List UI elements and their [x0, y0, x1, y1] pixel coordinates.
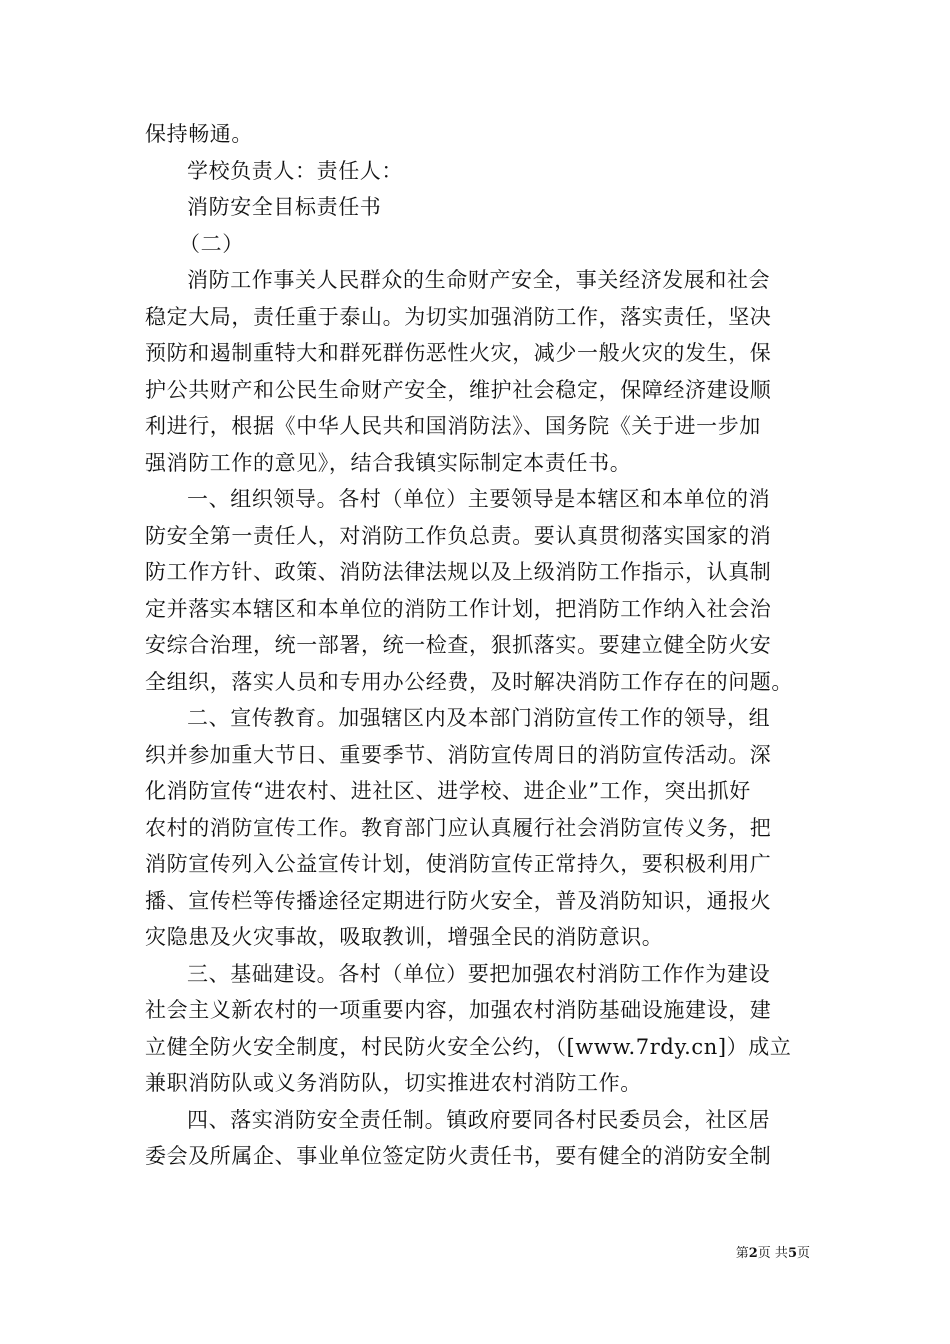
- paragraph-organization-line: 一、组织领导。各村（单位）主要领导是本辖区和本单位的消: [187, 487, 771, 511]
- paragraph-intro-line: 预防和遏制重特大和群死群伤恶性火灾，减少一般火灾的发生，保: [145, 341, 772, 365]
- paragraph-responsibility-line: 委会及所属企、事业单位签定防火责任书，要有健全的消防安全制: [145, 1144, 772, 1168]
- paragraph-intro-line: 强消防工作的意见》，结合我镇实际制定本责任书。: [145, 450, 632, 475]
- section-number: （二）: [179, 231, 244, 256]
- paragraph-organization-line: 防安全第一责任人，对消防工作负总责。要认真贯彻落实国家的消: [145, 523, 772, 548]
- paragraph-organization-line: 防工作方针、政策、消防法律法规以及上级消防工作指示，认真制: [145, 560, 772, 584]
- paragraph-infrastructure-line: 兼职消防队或义务消防队，切实推进农村消防工作。: [145, 1071, 642, 1095]
- paragraph-publicity-line: 灾隐患及火灾事故，吸取教训，增强全民的消防意识。: [145, 925, 664, 949]
- page-number-footer: [700, 1245, 810, 1263]
- total-page-number: 5: [787, 1246, 797, 1261]
- text-line: 保持畅通。: [145, 122, 253, 146]
- paragraph-publicity-line: 农村的消防宣传工作。教育部门应认真履行社会消防宣传义务，把: [145, 815, 772, 840]
- paragraph-organization-line: 安综合治理，统一部署，统一检查，狠抓落实。要建立健全防火安: [145, 633, 772, 657]
- paragraph-intro-line: 护公共财产和公民生命财产安全，维护社会稳定，保障经济建设顺: [145, 377, 772, 402]
- paragraph-intro-line: 利进行，根据《中华人民共和国消防法》、国务院《关于进一步加: [145, 414, 761, 438]
- paragraph-intro-line: 消防工作事关人民群众的生命财产安全，事关经济发展和社会: [187, 268, 771, 292]
- paragraph-infrastructure-line: 社会主义新农村的一项重要内容，加强农村消防基础设施建设，建: [145, 998, 772, 1022]
- current-page-number: 2: [748, 1246, 758, 1261]
- paragraph-infrastructure-line: 立健全防火安全制度，村民防火安全公约，（[www.7rdy.cn]）成立: [145, 1034, 792, 1059]
- document-title: 消防安全目标责任书: [187, 195, 382, 219]
- paragraph-publicity-line: 织并参加重大节日、重要季节、消防宣传周日的消防宣传活动。深: [145, 742, 772, 767]
- footer-middle: 页 共: [757, 1246, 788, 1261]
- paragraph-intro-line: 稳定大局，责任重于泰山。为切实加强消防工作，落实责任，坚决: [145, 304, 772, 329]
- paragraph-publicity-line: 消防宣传列入公益宣传计划，使消防宣传正常持久，要积极利用广: [145, 852, 772, 876]
- paragraph-organization-line: 全组织，落实人员和专用办公经费，及时解决消防工作存在的问题。: [145, 669, 793, 694]
- paragraph-infrastructure-line: 三、基础建设。各村（单位）要把加强农村消防工作作为建设: [187, 961, 771, 986]
- footer-suffix: 页: [796, 1246, 810, 1261]
- paragraph-responsibility-line: 四、落实消防安全责任制。镇政府要同各村民委员会，社区居: [187, 1107, 771, 1132]
- signature-line: 学校负责人：责任人：: [187, 158, 403, 183]
- document-body: [145, 116, 810, 1175]
- paragraph-publicity-line: 播、宣传栏等传播途径定期进行防火安全，普及消防知识，通报火: [145, 888, 772, 913]
- paragraph-publicity-line: 化消防宣传“进农村、进社区、进学校、进企业”工作，突出抓好: [145, 779, 751, 803]
- footer-prefix: 第: [735, 1246, 749, 1261]
- paragraph-publicity-line: 二、宣传教育。加强辖区内及本部门消防宣传工作的领导，组: [187, 706, 771, 730]
- paragraph-organization-line: 定并落实本辖区和本单位的消防工作计划，把消防工作纳入社会治: [145, 596, 772, 621]
